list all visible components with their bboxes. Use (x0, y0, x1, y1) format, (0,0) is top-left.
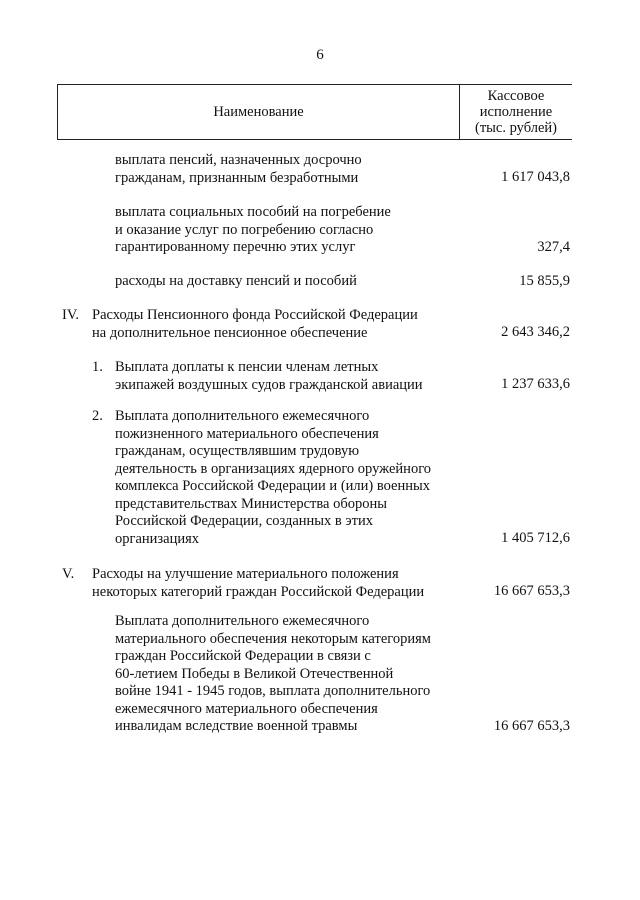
row-text-line: инвалидам вследствие военной травмы (115, 718, 358, 734)
row-value: 16 667 653,3 (493, 718, 570, 734)
row-text-line: гражданам, осуществлявшим трудовую (115, 443, 360, 459)
row-text-line: Выплата доплаты к пенсии членам летных (115, 359, 379, 375)
column-header-name: Наименование (58, 85, 460, 139)
row-value: 15 855,9 (519, 273, 570, 289)
table-row (115, 204, 391, 257)
row-text-line: на дополнительное пенсионное обеспечение (92, 324, 368, 341)
row-text-line: деятельность в организациях ядерного оружейного (115, 460, 432, 477)
row-value: 1 405 712,6 (501, 530, 570, 546)
row-text-line: выплата социальных пособий на погребение (115, 204, 391, 220)
row-text-line: организациях (115, 530, 200, 547)
row-text-line: расходы на доставку пенсий и пособий (115, 273, 357, 289)
row-text-line: комплекса Российской Федерации и (или) военных (115, 478, 430, 494)
section-number: IV. (62, 307, 80, 323)
row-value: 327,4 (537, 239, 570, 255)
table-row (115, 613, 431, 736)
page-number: 6 (316, 47, 324, 63)
row-text-line: Российской Федерации, созданных в этих (115, 513, 373, 529)
column-header-amount-line: Кассовое (487, 88, 545, 104)
row-value: 1 617 043,8 (501, 169, 570, 185)
row-text-line: Расходы Пенсионного фонда Российской Федерации (92, 307, 418, 323)
row-text-line: гражданам, признанным безработными (115, 169, 359, 186)
item-number: 2. (92, 408, 103, 424)
section-number: V. (62, 566, 75, 582)
row-text-line: пожизненного материального обеспечения (115, 425, 379, 442)
row-text-line: Выплата дополнительного ежемесячного (115, 408, 370, 424)
row-text-line: представительствах Министерства обороны (115, 495, 387, 512)
row-text-line: выплата пенсий, назначенных досрочно (115, 152, 362, 168)
column-header-amount-line: исполнение (479, 104, 553, 120)
table-row (92, 566, 424, 601)
table-row (92, 307, 418, 342)
row-text-line: граждан Российской Федерации в связи с (115, 648, 371, 664)
row-text-line: материального обеспечения некоторым категориям (115, 630, 431, 647)
row-value: 2 643 346,2 (501, 324, 570, 340)
table-row (115, 273, 357, 291)
table-row (115, 359, 423, 394)
table-row (115, 152, 362, 187)
row-text-line: войне 1941 - 1945 годов, выплата дополнительного (115, 683, 431, 699)
table-row (115, 408, 431, 548)
row-text-line: гарантированному перечню этих услуг (115, 239, 356, 255)
row-text-line: Выплата дополнительного ежемесячного (115, 613, 370, 629)
row-value: 1 237 633,6 (501, 376, 570, 392)
row-text-line: и оказание услуг по погребению согласно (115, 221, 374, 238)
column-header-amount (460, 88, 572, 136)
item-number: 1. (92, 359, 103, 375)
column-header-amount-line: (тыс. рублей) (475, 120, 557, 136)
row-text-line: 60-летием Победы в Великой Отечественной (115, 665, 394, 682)
row-text-line: экипажей воздушных судов гражданской авиации (115, 376, 423, 393)
row-value: 16 667 653,3 (493, 583, 570, 599)
row-text-line: ежемесячного материального обеспечения (115, 700, 378, 717)
row-text-line: некоторых категорий граждан Российской Федерации (92, 583, 425, 600)
row-text-line: Расходы на улучшение материального положения (92, 566, 399, 582)
table-header (57, 84, 572, 140)
